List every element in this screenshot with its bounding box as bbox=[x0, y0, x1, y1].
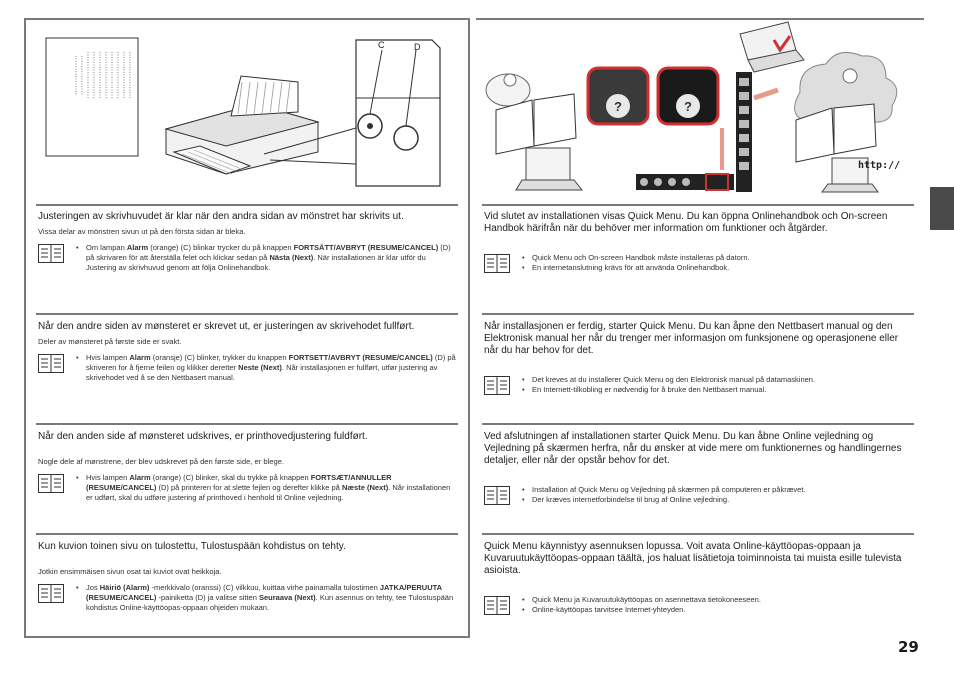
note-item: • Quick Menu ja Kuvaruutukäyttöopas on asennettava tietokoneeseen. bbox=[520, 595, 912, 605]
note-block bbox=[484, 253, 912, 273]
note-block bbox=[38, 583, 456, 613]
section-danish bbox=[38, 431, 456, 503]
bold-term: Alarm bbox=[126, 243, 149, 252]
divider bbox=[36, 423, 458, 425]
note-book-icon bbox=[484, 596, 510, 615]
quick-menu-illustration bbox=[478, 20, 908, 198]
section-danish-quickmenu bbox=[484, 431, 912, 505]
note-item: • En internetanslutning krävs för att använda Onlinehandbok. bbox=[520, 263, 912, 273]
note-block bbox=[38, 353, 456, 383]
label-d: D bbox=[414, 42, 421, 52]
note-item: • Hvis lampen Alarm (oransje) (C) blinker, trykker du knappen FORTSETT/AVBRYT (RESUME/CANCEL) (D) på skriveren for å fjerne feilen og klikker deretter Neste (Next). Når installasjonen er fullført, utfør justering av skrivehodet ved å se den Nettbasert manual. bbox=[74, 353, 456, 383]
bold-term: Häiriö (Alarm) bbox=[99, 583, 150, 592]
note-block bbox=[484, 485, 912, 505]
section-lead: Når den anden side af mønsteret udskrives, er printhovedjustering fuldført. bbox=[38, 431, 368, 442]
bold-term: JATKA/PERUUTA (RESUME/CANCEL) bbox=[86, 583, 442, 602]
note-block bbox=[484, 375, 912, 395]
section-subtext: Nogle dele af mønstrene, der blev udskrevet på den første side, er blege. bbox=[38, 457, 285, 466]
note-item: • Det kreves at du installerer Quick Menu og den Elektronisk manual på datamaskinen. bbox=[520, 375, 912, 385]
url-label: http:// bbox=[858, 160, 901, 171]
note-block bbox=[38, 243, 456, 273]
divider bbox=[36, 313, 458, 315]
svg-text:?: ? bbox=[684, 99, 692, 114]
label-c: C bbox=[378, 40, 385, 50]
section-lead: Kun kuvion toinen sivu on tulostettu, Tulostuspään kohdistus on tehty. bbox=[38, 541, 346, 552]
note-item: • Quick Menu och On-screen Handbok måste installeras på datorn. bbox=[520, 253, 912, 263]
bold-term: Neste (Next) bbox=[238, 363, 282, 372]
bold-term: FORTSÆT/ANNULLER (RESUME/CANCEL) bbox=[86, 473, 392, 492]
note-book-icon bbox=[484, 486, 510, 505]
divider bbox=[482, 533, 914, 535]
bold-term: Seuraava (Next) bbox=[258, 593, 316, 602]
divider bbox=[482, 313, 914, 315]
note-book-icon bbox=[38, 244, 64, 263]
divider bbox=[36, 204, 458, 206]
printer-alignment-illustration bbox=[36, 34, 456, 194]
bold-term: FORTSETT/AVBRYT (RESUME/CANCEL) bbox=[288, 353, 433, 362]
divider bbox=[482, 423, 914, 425]
section-subtext: Jotkin ensimmäisen sivun osat tai kuviot ovat heikkoja. bbox=[38, 567, 222, 576]
bold-term: Alarm bbox=[129, 473, 151, 482]
section-norwegian bbox=[38, 321, 456, 383]
note-item: • Online-käyttöopas tarvitsee Internet-yhteyden. bbox=[520, 605, 912, 615]
section-lead: Quick Menu käynnistyy asennuksen lopussa. Voit avata Online-käyttöopas-oppaan ja Kuvaruutukäyttöopas-oppaan täältä, jos haluat lisätietoja toiminnoista tai muista esille tulevista asioista. bbox=[484, 541, 902, 576]
note-book-icon bbox=[484, 376, 510, 395]
note-block bbox=[38, 473, 456, 503]
note-book-icon bbox=[38, 354, 64, 373]
section-lead: Ved afslutningen af installationen starter Quick Menu. Du kan åbne Online vejledning og Vejledning på skærmen herfra, når du ønsker at vide mere om funktionernes og handlingernes detaljer, eller når der opstår behov for det. bbox=[484, 431, 902, 466]
section-lead: Justeringen av skrivhuvudet är klar när den andra sidan av mönstret har skrivits ut. bbox=[38, 211, 404, 222]
section-norwegian-quickmenu bbox=[484, 321, 912, 395]
svg-text:?: ? bbox=[614, 99, 622, 114]
bold-term: FORTSÄTT/AVBRYT (RESUME/CANCEL) bbox=[293, 243, 439, 252]
bold-term: Næste (Next) bbox=[341, 483, 389, 492]
note-item: • Hvis lampen Alarm (orange) (C) blinker, skal du trykke på knappen FORTSÆT/ANNULLER (RESUME/CANCEL) (D) på printeren for at slette fejlen og derefter klikke på Næste (Next). Når installationen er udført, skal du udføre justering af printhoved i henhold til Online vejledning. bbox=[74, 473, 456, 503]
section-subtext: Deler av mønsteret på første side er svakt. bbox=[38, 337, 182, 346]
divider bbox=[482, 204, 914, 206]
note-item: • Der kræves internetforbindelse til brug af Online vejledning. bbox=[520, 495, 912, 505]
note-book-icon bbox=[484, 254, 510, 273]
note-book-icon bbox=[38, 584, 64, 603]
section-lead: Vid slutet av installationen visas Quick Menu. Du kan öppna Onlinehandbok och On-screen Handbok härifrån när du behöver mer information om funktioner och åtgärder. bbox=[484, 211, 888, 234]
section-lead: Når den andre siden av mønsteret er skrevet ut, er justeringen av skrivehodet fullført. bbox=[38, 321, 415, 332]
bold-term: Nästa (Next) bbox=[269, 253, 314, 262]
page-number: 29 bbox=[898, 638, 919, 656]
divider bbox=[36, 533, 458, 535]
note-item: • Om lampan Alarm (orange) (C) blinkar trycker du på knappen FORTSÄTT/AVBRYT (RESUME/CANCEL) (D) på skrivaren för att återställa felet och klickar sedan på Nästa (Next). När installationen är klar utför du Justering av skrivhuvud genom att följa Onlinehandbok. bbox=[74, 243, 456, 273]
note-item: • En Internett-tilkobling er nødvendig for å bruke den Nettbasert manual. bbox=[520, 385, 912, 395]
note-item: • Installation af Quick Menu og Vejledning på skærmen på computeren er påkrævet. bbox=[520, 485, 912, 495]
note-book-icon bbox=[38, 474, 64, 493]
bold-term: Alarm bbox=[129, 353, 151, 362]
note-block bbox=[484, 595, 912, 615]
language-thumb-tab bbox=[930, 187, 954, 230]
section-swedish bbox=[38, 211, 456, 273]
section-finnish-quickmenu bbox=[484, 541, 912, 615]
section-lead: Når installasjonen er ferdig, starter Quick Menu. Du kan åpne den Nettbasert manual og den Elektronisk manual her når du trenger mer informasjon om funksjonene og operasjonene eller når du har behov for det. bbox=[484, 321, 899, 356]
section-swedish-quickmenu bbox=[484, 211, 912, 273]
note-item: • Jos Häiriö (Alarm) -merkkivalo (oranssi) (C) vilkkuu, kuittaa virhe painamalla tulostimen JATKA/PERUUTA (RESUME/CANCEL) -painiketta (D) ja valitse sitten Seuraava (Next). Kun asennus on tehty, tee Tulostuspään kohdistus Online-käyttöopas-oppaan ohjeiden mukaan. bbox=[74, 583, 456, 613]
section-finnish bbox=[38, 541, 456, 613]
section-subtext: Vissa delar av mönstren sivun ut på den första sidan är bleka. bbox=[38, 227, 246, 236]
